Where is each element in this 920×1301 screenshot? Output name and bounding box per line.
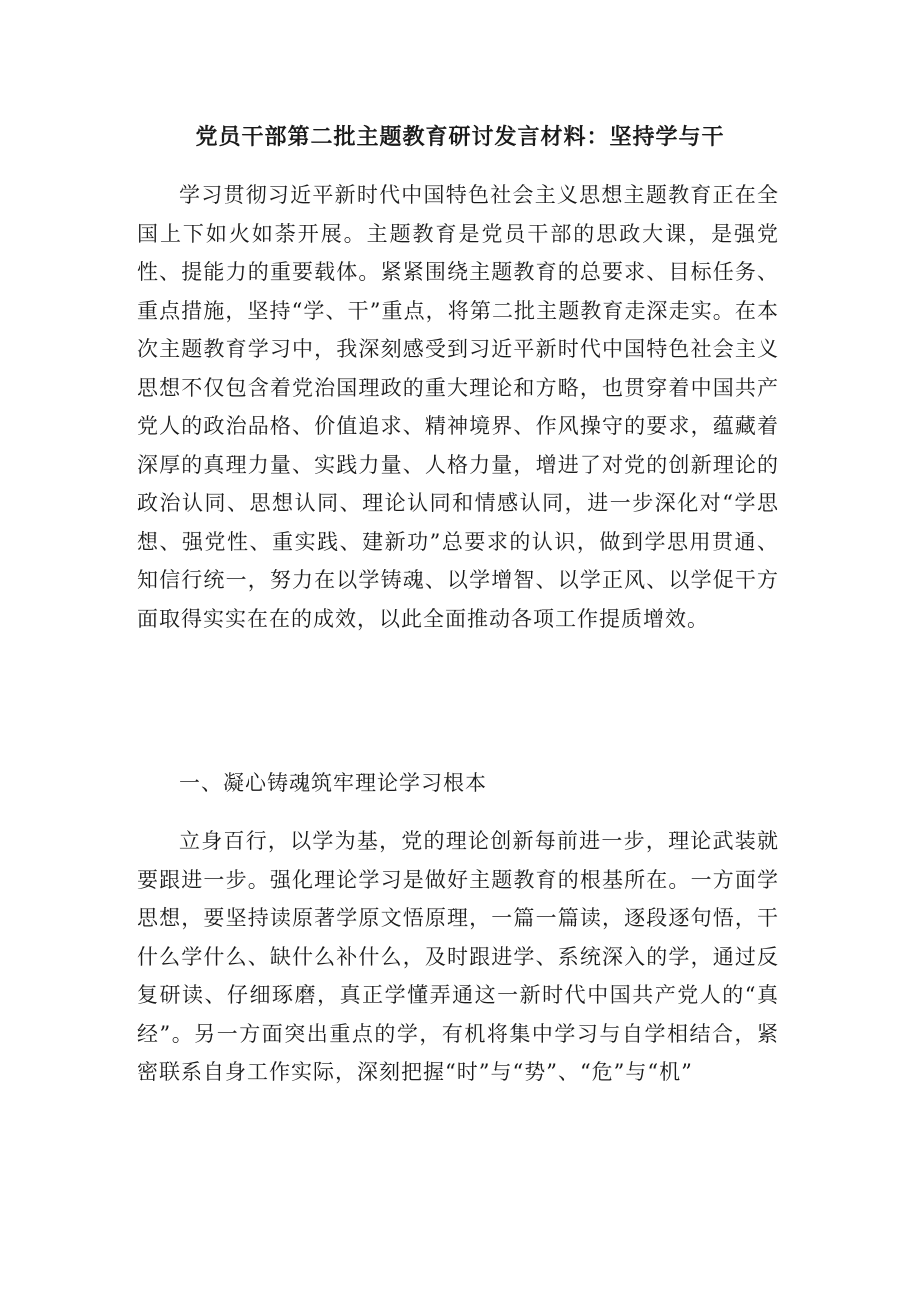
section-heading: 一、凝心铸魂筑牢理论学习根本 xyxy=(179,771,487,795)
document-title: 党员干部第二批主题教育研讨发言材料：坚持学与干 xyxy=(195,125,725,150)
body-paragraph-theory-study: 立身百行，以学为基，党的理论创新每前进一步，理论武装就要跟进一步。强化理论学习是做好主题教育的根基所在。一方面学思想，要坚持读原著学原文悟原理，一篇一篇读，逐段逐句悟，干什么学什么、缺什么补什么，及时跟进学、系统深入的学，通过反复研读、仔细琢磨，真正学懂弄通这一新时代中国共产党人的“真经”。另一方面突出重点的学，有机将集中学习与自学相结合，紧密联系自身工作实际，深刻把握“时”与“势”、“危”与“机” xyxy=(137,829,779,1084)
body-paragraph-intro: 学习贯彻习近平新时代中国特色社会主义思想主题教育正在全国上下如火如荼开展。主题教育是党员干部的思政大课，是强党性、提能力的重要载体。紧紧围绕主题教育的总要求、目标任务、重点措施，坚持“学、干”重点，将第二批主题教育走深走实。在本次主题教育学习中，我深刻感受到习近平新时代中国特色社会主义思想不仅包含着党治国理政的重大理论和方略，也贯穿着中国共产党人的政治品格、价值追求、精神境界、作风操守的要求，蕴藏着深厚的真理力量、实践力量、人格力量，增进了对党的创新理论的政治认同、思想认同、理论认同和情感认同，进一步深化对“学思想、强党性、重实践、建新功”总要求的认识，做到学思用贯通、知信行统一，努力在以学铸魂、以学增智、以学正风、以学促干方面取得实实在在的成效，以此全面推动各项工作提质增效。 xyxy=(137,183,779,631)
